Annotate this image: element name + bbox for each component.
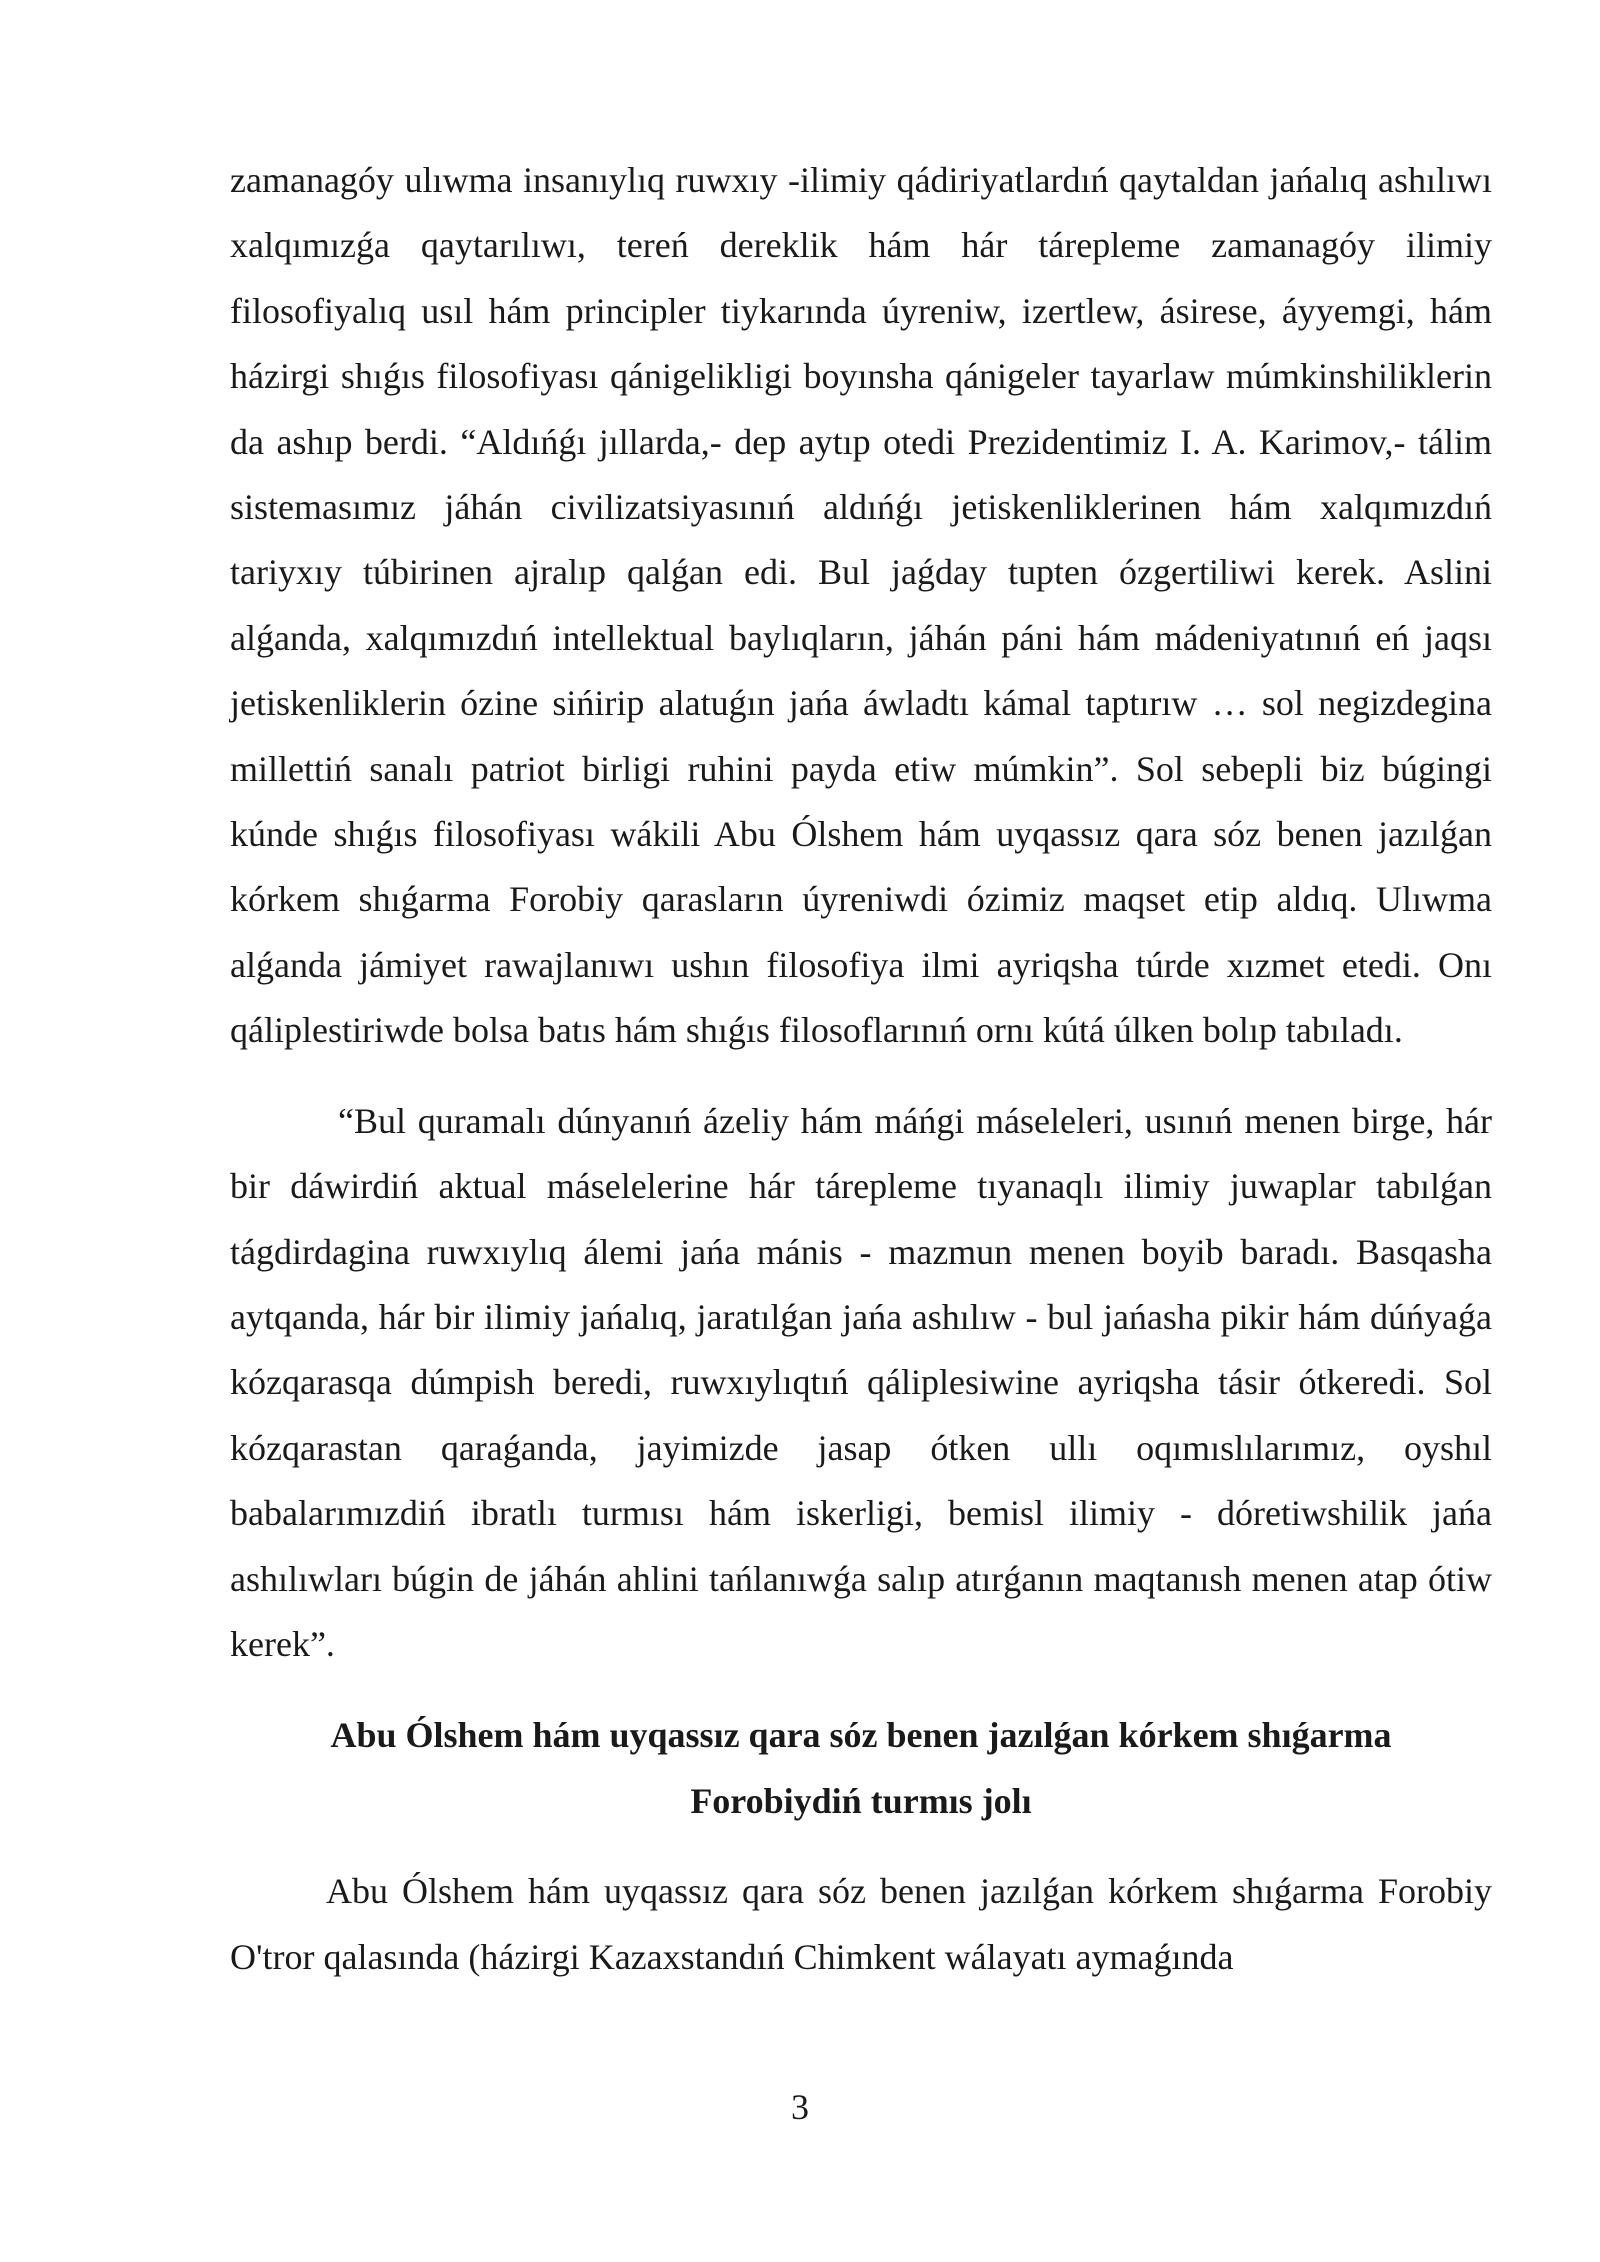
page-body: [230, 148, 1492, 1990]
paragraph-1: zamanagóy ulıwma insanıylıq ruwxıy -ilimiy qádiriyatlardıń qaytaldan jańalıq ashılıwı xalqımızǵa qaytarılıwı, tereń dereklik hám hár tárepleme zamanagóy ilimiy filosofiyalıq usıl hám principler tiykarında úyreniw, izertlew, ásirese, áyyemgi, hám házirgi shıǵıs filosofiyası qánigelikligi boyınsha qánigeler tayarlaw múmkinshiliklerin da ashıp berdi. “Aldıńǵı jıllarda,- dep aytıp otedi Prezidentimiz I. A. Karimov,- tálim sistemasımız jáhán civilizatsiyasınıń aldıńǵı jetiskenliklerinen hám xalqımızdıń tariyxıy túbirinen ajralıp qalǵan edi. Bul jaǵday tupten ózgertiliwi kerek. Aslini alǵanda, xalqımızdıń intellektual baylıqların, jáhán páni hám mádeniyatınıń eń jaqsı jetiskenliklerin ózine sińirip alatuǵın jańa áwladtı kámal taptırıw … sol negizdegina millettiń sanalı patriot birligi ruhini payda etiw múmkin”. Sol sebepli biz búgingi kúnde shıǵıs filosofiyası wákili Abu Ólshem hám uyqassız qara sóz benen jazılǵan kórkem shıǵarma Forobiy qarasların úyreniwdi ózimiz maqset etip aldıq. Ulıwma alǵanda jámiyet rawajlanıwı ushın filosofiya ilmi ayriqsha túrde xızmet etedi. Onı qáliplestiriwde bolsa batıs hám shıǵıs filosoflarınıń ornı kútá úlken bolıp tabıladı.: [230, 160, 1492, 1051]
paragraph-3: Abu Ólshem hám uyqassız qara sóz benen jazılǵan kórkem shıǵarma Forobiy O'tror qalasında (házirgi Kazaxstandıń Chimkent wálayatı aymaǵında: [230, 1871, 1492, 1977]
page-number: 3: [791, 2087, 809, 2127]
section-heading: Abu Ólshem hám uyqassız qara sóz benen jazılǵan kórkem shıǵarma Forobiydiń turmıs jolı: [330, 1715, 1392, 1821]
paragraph-2-quote: “Bul quramalı dúnyanıń ázeliy hám máńgi máseleleri, usınıń menen birge, hár bir dáwirdiń aktual máselelerine hár tárepleme tıyanaqlı ilimiy juwaplar tabılǵan tágdirdagina ruwxıylıq álemi jańa mánis - mazmun menen boyib baradı. Basqasha aytqanda, hár bir ilimiy jańalıq, jaratılǵan jańa ashılıw - bul jańasha pikir hám dúńyaǵa kózqarasqa dúmpish beredi, ruwxıylıqtıń qáliplesiwine ayriqsha tásir ótkeredi. Sol kózqarastan qaraǵanda, jayimizde jasap ótken ullı oqımıslılarımız, oyshıl babalarımızdiń ibratlı turmısı hám iskerligi, bemisl ilimiy - dóretiwshilik jańa ashılıwları búgin de jáhán ahlini tańlanıwǵa salıp atırǵanın maqtanısh menen atap ótiw kerek”.: [230, 1100, 1492, 1664]
